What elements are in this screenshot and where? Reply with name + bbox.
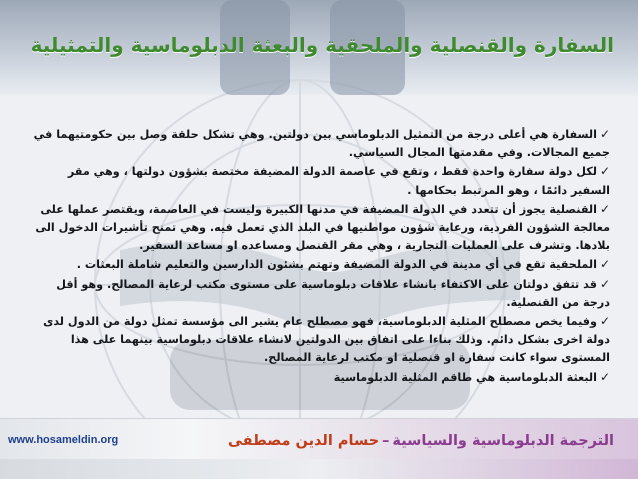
title-row (24, 33, 614, 57)
bullet-item (28, 368, 610, 387)
bullet-item (28, 255, 610, 274)
checkmark-icon: ✓ (599, 201, 610, 216)
slide-title: السفارة والقنصلية والملحقية والبعثة الدبلوماسية والتمثيلية (30, 33, 614, 57)
bullet-item (28, 312, 610, 368)
bullet-item (28, 125, 610, 162)
author-name: حسام الدين مصطفى (228, 433, 380, 449)
course-title: الترجمة الدبلوماسية والسياسية (392, 433, 614, 449)
bullet-text: لكل دولة سفارة واحدة فقط ، وتقع في عاصمة الدولة المضيفة مختصة بشؤون دولتها ، وهي مقر السفير دائمًا ، وهو المرتبط بحكامها . (67, 165, 610, 197)
website-link[interactable]: www.hosameldin.org (8, 434, 119, 446)
bullet-item (28, 275, 610, 312)
checkmark-icon: ✓ (599, 369, 610, 384)
footer-title (228, 433, 614, 449)
checkmark-icon: ✓ (599, 164, 610, 179)
bullet-text: الملحقية تقع في أي مدينة في الدولة المضيفة وتهتم بشئون الدارسين والتعليم شاملة البعثات . (76, 258, 597, 272)
bullet-item (28, 200, 610, 256)
bullet-text: وفيما يخص مصطلح المثلية الدبلوماسية، فهو مصطلح عام يشير الى مؤسسة تمثل دولة من الدول لدى دولة اخرى بشكل دائم. وذلك بناءا على اتفاق بين الدولتين لانشاء علاقات دبلوماسية بينهما على هذا المستوى سواء كانت سفارة او قنصلية او مكتب لرعاية المصالح. (43, 315, 610, 365)
bullet-text: السفارة هي أعلى درجة من التمثيل الدبلوماسي بين دولتين. وهي تشكل حلقة وصل بين حكومتيهما في جميع المجالات. وفي مقدمتها المجال السياسي. (33, 128, 610, 160)
slide-body (28, 125, 610, 412)
bullet-text: البعثة الدبلوماسية هي طاقم المثلية الدبلوماسية (333, 370, 597, 384)
bullet-item (28, 162, 610, 199)
checkmark-icon: ✓ (599, 127, 610, 141)
checkmark-icon: ✓ (599, 257, 610, 272)
title-separator: – (382, 433, 390, 449)
checkmark-icon: ✓ (599, 314, 610, 329)
footer-strip (0, 459, 638, 479)
bullet-text: القنصلية يجوز أن تتعدد في الدولة المضيفة في مدنها الكبيرة وليست في العاصمة، ويقتصر عملها على معالجة الشؤون الفردية، ورعاية شؤون مواطنيها في البلد الذي تعمل فيه. وهي تمنح تأشيرات الدخول الى بلادها. وتشرف على العمليات التجارية ، وهي مقر القنصل ومساعده او مساعد السفير. (35, 202, 610, 253)
bullet-text: قد تتفق دولتان على الاكتفاء بانشاء علاقات دبلوماسية على مستوى مكتب لرعاية المصالح. وهو أقل درجة من القنصلية. (56, 277, 610, 309)
checkmark-icon: ✓ (599, 276, 610, 291)
